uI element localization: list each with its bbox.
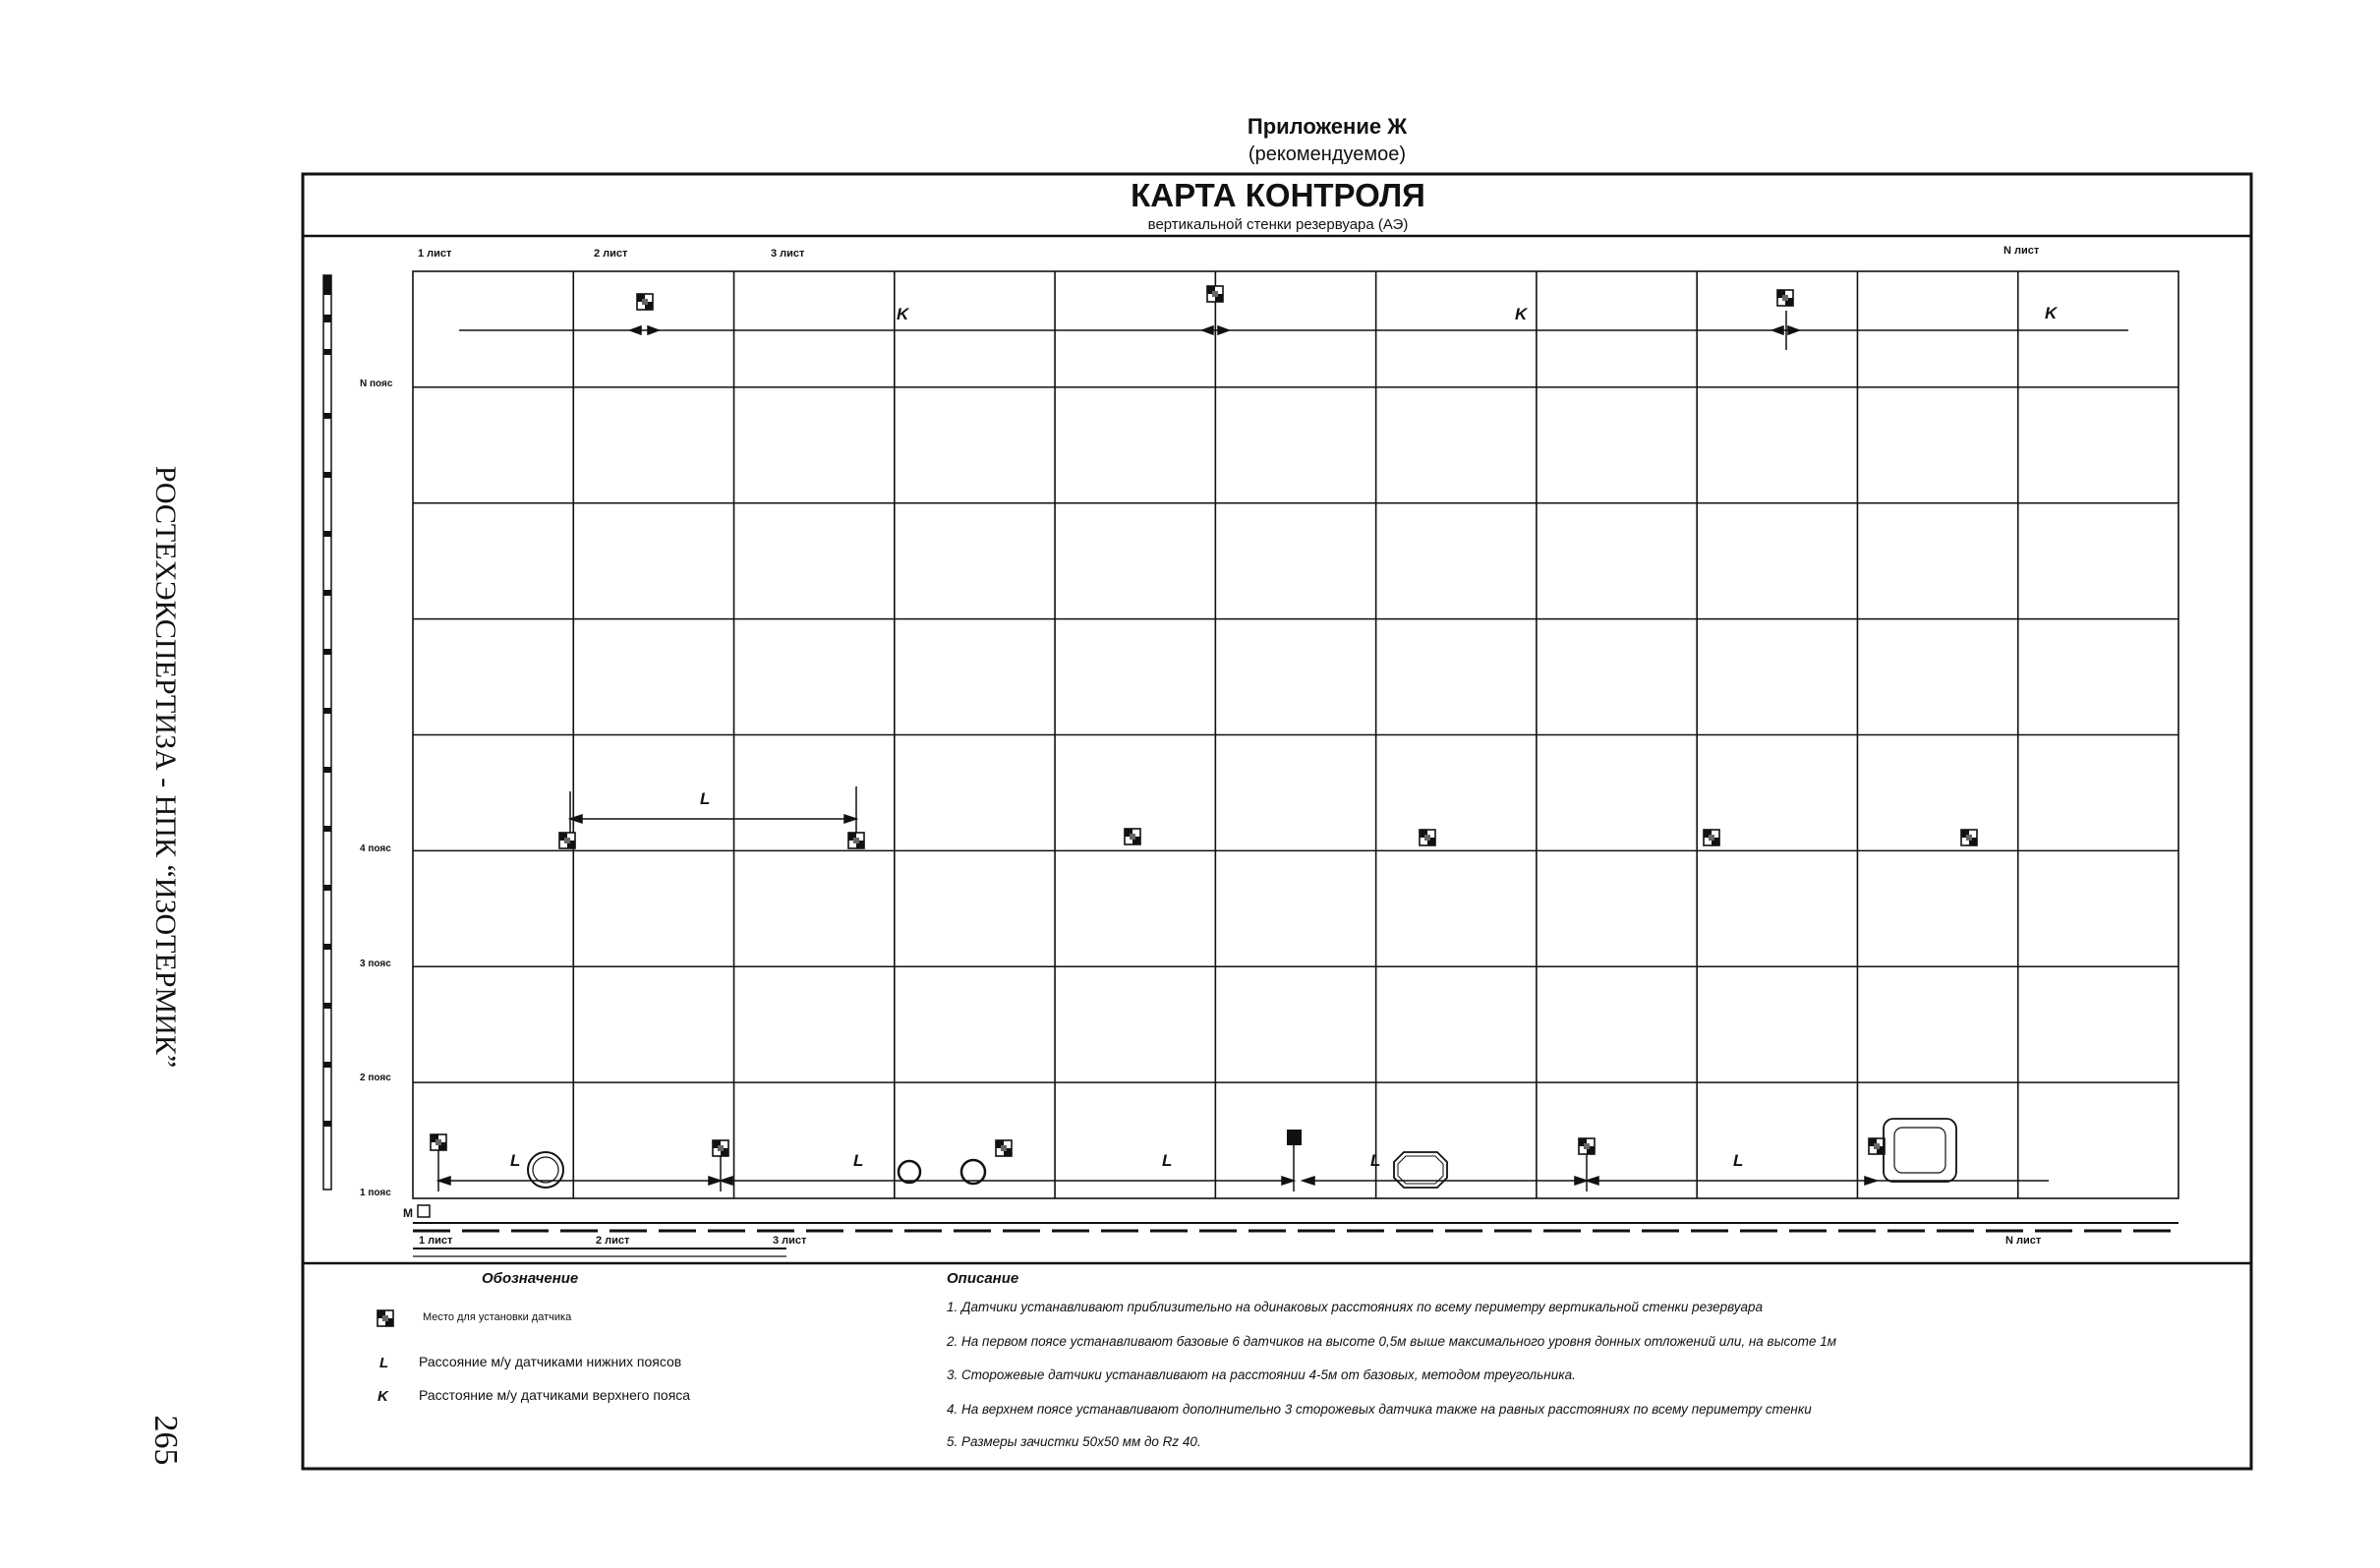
sheet-top-n: N лист xyxy=(2003,245,2040,257)
sheet-bottom-1: 1 лист xyxy=(419,1235,453,1247)
sensor-marker xyxy=(1420,830,1435,845)
page-number: 265 xyxy=(147,1415,184,1466)
sheet-top-3: 3 лист xyxy=(771,248,805,260)
description-item-4: 4. На верхнем поясе устанавливают дополнительно 3 сторожевых датчика также на равных расстояниях по всему периметру стенки xyxy=(947,1402,1812,1417)
sheet-top-1: 1 лист xyxy=(418,248,452,260)
description-item-2: 2. На первом поясе устанавливают базовые 6 датчиков на высоте 0,5м выше максимального уровня донных отложений или, на высоте 1м xyxy=(947,1334,1837,1349)
legend-item-l: Рассояние м/у датчиками нижних поясов xyxy=(419,1354,682,1369)
sensor-icon xyxy=(377,1310,393,1326)
l-label: L xyxy=(510,1151,521,1170)
belt-label-n: N пояс xyxy=(360,378,393,389)
map-title: КАРТА КОНТРОЛЯ xyxy=(1131,177,1425,213)
legend-item-sensor: Место для установки датчика xyxy=(423,1311,572,1323)
k-dimension-line xyxy=(459,311,2128,350)
k-label: K xyxy=(2045,304,2058,322)
defect-circle xyxy=(899,1161,920,1183)
sensor-marker xyxy=(848,833,864,848)
legend-item-k: Расстояние м/у датчиками верхнего пояса xyxy=(419,1387,691,1403)
sheet-top-2: 2 лист xyxy=(594,248,628,260)
legend-symbol-l: L xyxy=(379,1355,389,1371)
belt-label-4: 4 пояс xyxy=(360,843,391,854)
sensor-marker xyxy=(431,1134,446,1150)
belt-label-1: 1 пояс xyxy=(360,1188,391,1198)
sensor-marker xyxy=(996,1140,1012,1156)
k-label: K xyxy=(897,305,909,323)
sheet-bottom-n: N лист xyxy=(2005,1235,2042,1247)
l-label: L xyxy=(1733,1151,1744,1170)
appendix-label: Приложение Ж xyxy=(1247,114,1408,139)
description-item-1: 1. Датчики устанавливают приблизительно на одинаковых расстояниях по всему периметру вертикальной стенки резервуара xyxy=(947,1300,1764,1314)
m-marker: M xyxy=(403,1206,413,1220)
left-scale-strip xyxy=(323,275,331,1190)
sensor-marker xyxy=(1287,1130,1302,1145)
sensor-marker xyxy=(559,833,575,848)
description-heading: Описание xyxy=(947,1270,1019,1287)
m-marker-box xyxy=(418,1205,430,1217)
k-label: K xyxy=(1515,305,1528,323)
sensor-marker xyxy=(1579,1138,1595,1154)
bottom-scale-strips xyxy=(413,1223,2178,1256)
organization-side-text: РОСТЕХЭКСПЕРТИЗА - НПК “ИЗОТЕРМИК” xyxy=(149,465,182,1069)
recommended-label: (рекомендуемое) xyxy=(1248,144,1407,165)
description-item-5: 5. Размеры зачистки 50x50 мм до Rz 40. xyxy=(947,1434,1201,1449)
l-label: L xyxy=(700,789,711,808)
l-label: L xyxy=(1370,1151,1381,1170)
sensor-marker xyxy=(1777,290,1793,306)
legend-symbol-k: K xyxy=(377,1388,388,1405)
sensor-marker xyxy=(1961,830,1977,845)
l-label: L xyxy=(1162,1151,1173,1170)
l-label: L xyxy=(853,1151,864,1170)
defect-square xyxy=(1894,1128,1945,1173)
sensor-marker xyxy=(713,1140,728,1156)
sensor-marker xyxy=(1125,829,1140,844)
sheet-bottom-2: 2 лист xyxy=(596,1235,630,1247)
sheet-bottom-3: 3 лист xyxy=(773,1235,807,1247)
belt-label-3: 3 пояс xyxy=(360,958,391,969)
map-subtitle: вертикальной стенки резервуара (АЭ) xyxy=(1147,216,1409,233)
sensor-marker xyxy=(637,294,653,310)
description-item-3: 3. Сторожевые датчики устанавливают на расстоянии 4-5м от базовых, методом треугольника. xyxy=(947,1367,1576,1382)
wall-grid xyxy=(413,271,2178,1198)
outer-frame xyxy=(303,174,2251,1469)
defect-oval xyxy=(1394,1152,1447,1188)
sensor-marker xyxy=(1704,830,1719,845)
sensor-marker xyxy=(1869,1138,1885,1154)
legend-heading: Обозначение xyxy=(482,1270,579,1287)
defect-oval xyxy=(1398,1156,1443,1184)
l-dimension-4th-belt xyxy=(570,786,856,838)
defect-circle xyxy=(533,1157,558,1183)
belt-label-2: 2 пояс xyxy=(360,1073,391,1083)
l-dimension-1st-belt xyxy=(438,1140,2049,1191)
sensor-marker xyxy=(1207,286,1223,302)
